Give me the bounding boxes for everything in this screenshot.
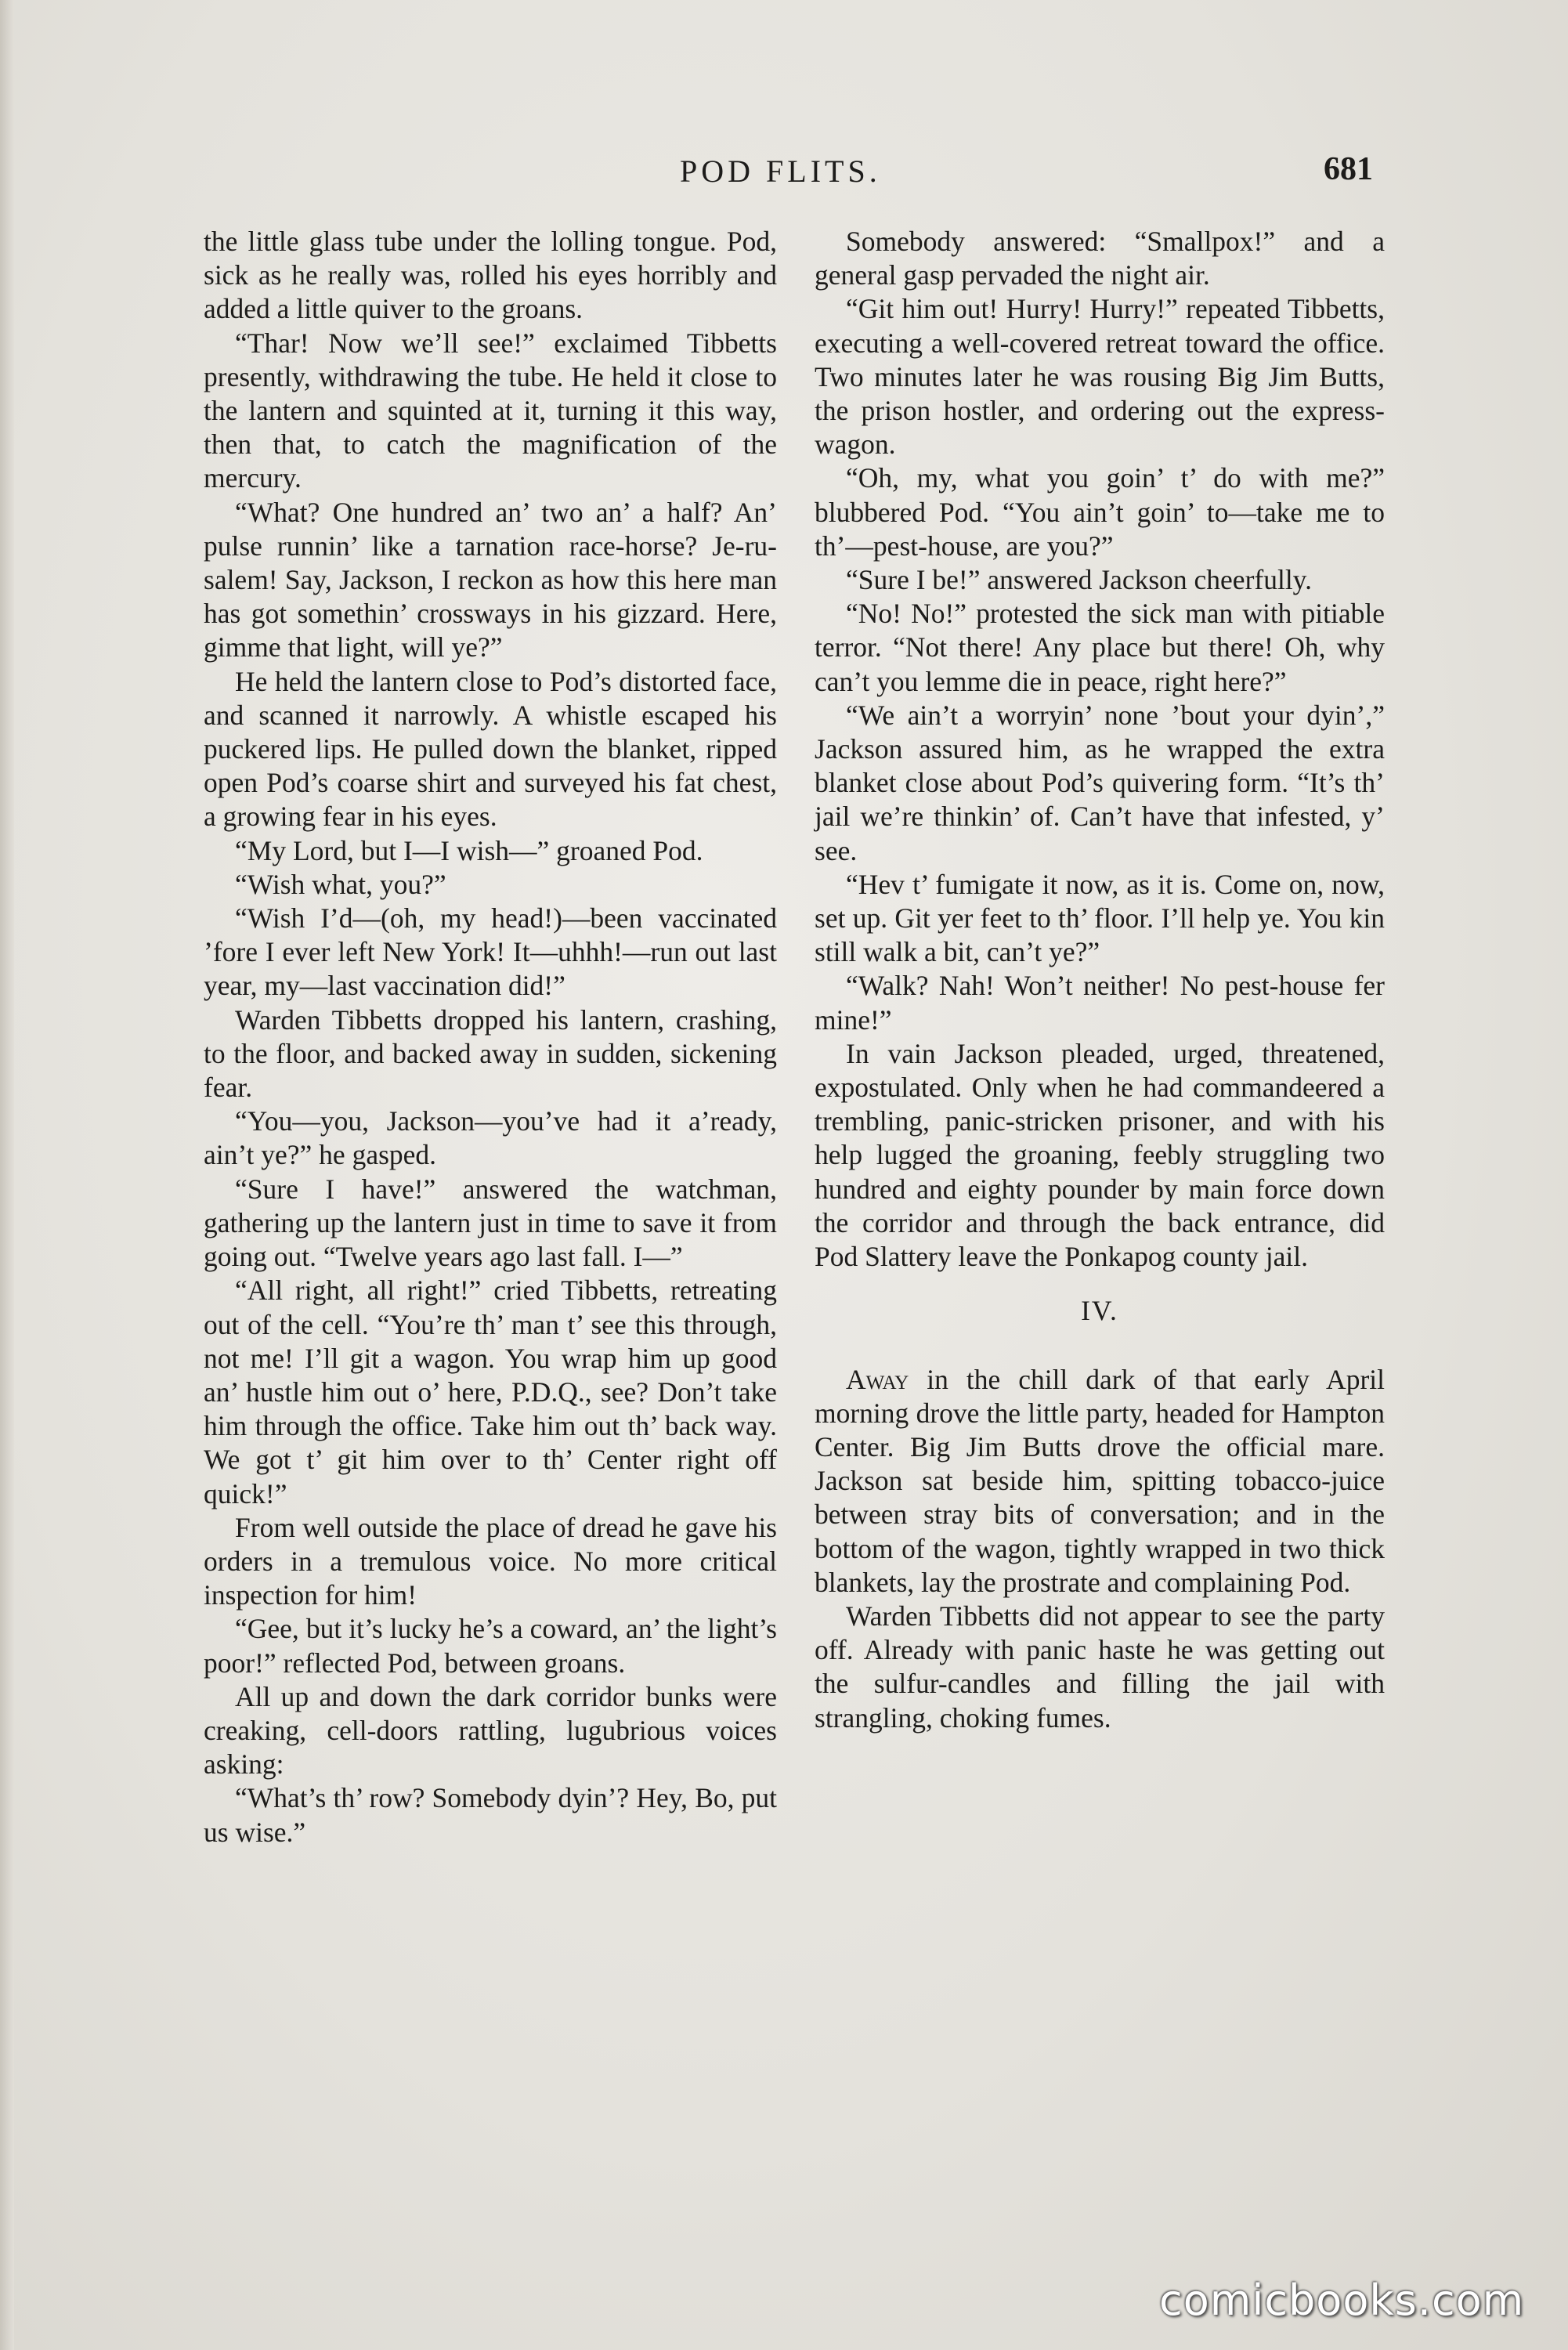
paragraph: “Thar! Now we’ll see!” exclaimed Tibbetts presently, withdrawing the tube. He held it close to the lantern and squinted at it, turning it this way, then that, to catch the magnification of the mercury. [204,327,777,494]
paragraph: “Git him out! Hurry! Hurry!” repeated Tibbetts, executing a well-covered retreat toward the office. Two minutes later he was rousing Big Jim Butts, the prison hostler, and ordering out the express-wagon. [815,293,1385,461]
section-heading: IV. [1081,1295,1118,1327]
page-header [0,153,1568,200]
paragraph: Warden Tibbetts did not appear to see the party off. Already with panic haste he was getting out the sulfur-candles and filling the jail with strangling, choking fumes. [815,1600,1385,1734]
section-opening-paragraph [815,1363,1385,1600]
paragraph: “Walk? Nah! Won’t neither! No pest-house fer mine!” [815,970,1385,1036]
paragraph: the little glass tube under the lolling tongue. Pod, sick as he really was, rolled his eyes horribly and added a little quiver to the groans. [204,226,777,325]
paragraph: Warden Tibbetts dropped his lantern, crashing, to the floor, and backed away in sudden, sickening fear. [204,1003,777,1104]
paragraph: “Sure I be!” answered Jackson cheerfully. [846,564,1313,596]
paragraph: Somebody answered: “Smallpox!” and a general gasp pervaded the night air. [815,226,1385,291]
paragraph: “What’s th’ row? Somebody dyin’? Hey, Bo, put us wise.” [204,1782,777,1848]
paragraph: All up and down the dark corridor bunks were creaking, cell-doors rattling, lugubrious voices asking: [204,1680,777,1781]
paragraph: “Gee, but it’s lucky he’s a coward, an’ the light’s poor!” reflected Pod, between groans. [204,1613,777,1679]
paragraph: “Oh, my, what you goin’ t’ do with me?” blubbered Pod. “You ain’t goin’ to—take me to th’—pest-house, are you?” [815,462,1385,562]
paragraph: He held the lantern close to Pod’s distorted face, and scanned it narrowly. A whistle escaped his puckered lips. He pulled down the blanket, ripped open Pod’s coarse shirt and surveyed his fat chest, a growing fear in his eyes. [204,665,777,833]
paragraph-text: in the chill dark of that early April morning drove the little party, headed for Hampton Center. Big Jim Butts drove the official mare. Jackson sat beside him, spitting tobacco-juice between stray bits of conversation; and in the bottom of the wagon, tightly wrapped in two thick blankets, lay the prostrate and complaining Pod. [815,1363,1385,1598]
paragraph: “We ain’t a worryin’ none ’bout your dyin’,” Jackson assured him, as he wrapped the extra blanket close about Pod’s quivering form. “It’s th’ jail we’re thinkin’ of. Can’t have that infested, y’ see. [815,699,1385,866]
paragraph: “No! No!” protested the sick man with pitiable terror. “Not there! Any place but there! Oh, why can’t you lemme die in peace, right here?” [815,598,1385,697]
paragraph: “What? One hundred an’ two an’ a half? An’ pulse runnin’ like a tarnation race-horse? Je-ru-salem! Say, Jackson, I reckon as how this here man has got somethin’ crossways in his gizzard. Here, gimme that light, will ye?” [204,496,777,663]
paragraph: “Hev t’ fumigate it now, as it is. Come on, now, set up. Git yer feet to th’ floor. I’ll help ye. You kin still walk a bit, can’t ye?” [815,868,1385,968]
paragraph: “You—you, Jackson—you’ve had it a’ready, ain’t ye?” he gasped. [204,1105,777,1171]
page-binding-edge [0,0,14,2350]
paragraph: “Sure I have!” answered the watchman, gathering up the lantern just in time to save it from going out. “Twelve years ago last fall. I—” [204,1173,777,1273]
paragraph: “My Lord, but I—I wish—” groaned Pod. [235,834,703,866]
paragraph: “All right, all right!” cried Tibbetts, retreating out of the cell. “You’re th’ man t’ see this through, not me! I’ll git a wagon. You wrap him up good an’ hustle him out o’ here, P.D.Q., see? Don’t take him through the office. Take him out th’ back way. We got t’ git him over to th’ Center right off quick!” [204,1274,777,1509]
running-title: POD FLITS. [680,154,881,189]
watermark-logo: comicbooks.com [1159,2276,1525,2325]
paragraph: “Wish what, you?” [235,868,446,900]
right-column [815,225,1385,1735]
paragraph: From well outside the place of dread he gave his orders in a tremulous voice. No more critical inspection for him! [204,1511,777,1611]
paragraph: “Wish I’d—(oh, my head!)—been vaccinated ’fore I ever left New York! It—uhhh!—run out last year, my—last vaccination did!” [204,902,777,1002]
page-number: 681 [1324,151,1373,187]
drop-smallcaps: Away [846,1363,909,1395]
paragraph: In vain Jackson pleaded, urged, threatened, expostulated. Only when he had commandeered a trembling, panic-stricken prisoner, and with his help lugged the groaning, feebly struggling two hundred and eighty pounder by main force down the corridor and through the back entrance, did Pod Slattery leave the Ponkapog county jail. [815,1037,1385,1273]
left-column [204,225,777,1849]
